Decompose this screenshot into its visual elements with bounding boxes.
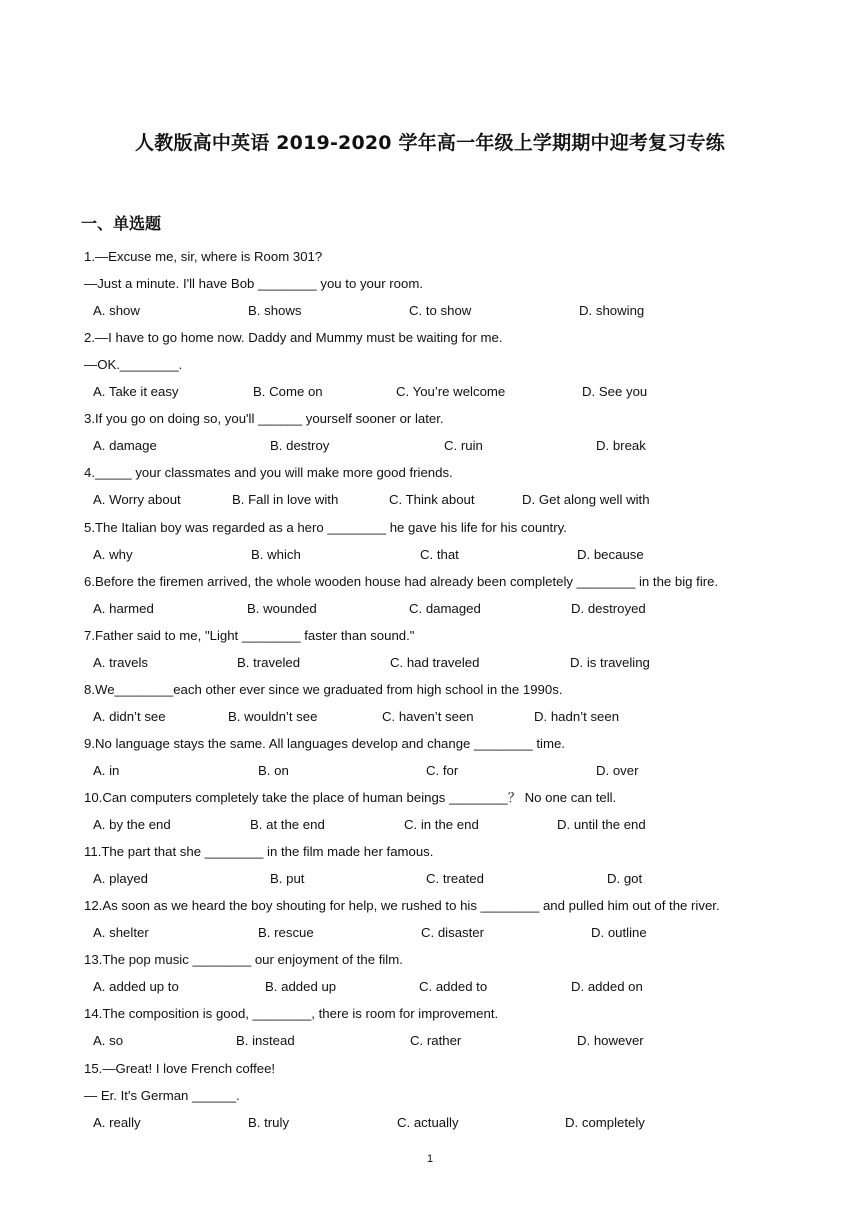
question-stem: 2.—I have to go home now. Daddy and Mummy must be waiting for me. <box>84 330 503 346</box>
answer-options <box>0 601 860 617</box>
option-a[interactable]: A. damage <box>93 438 157 454</box>
option-d[interactable]: D. Get along well with <box>522 492 650 508</box>
option-a[interactable]: A. harmed <box>93 600 154 616</box>
option-d[interactable]: D. break <box>596 438 646 454</box>
option-c[interactable]: C. You’re welcome <box>396 384 506 400</box>
question-stem: 11.The part that she ________ in the film made her famous. <box>84 844 434 860</box>
question-stem: 3.If you go on doing so, you'll ______ yourself sooner or later. <box>84 411 444 427</box>
option-a[interactable]: A. show <box>93 303 140 319</box>
option-c[interactable]: C. that <box>420 546 459 562</box>
answer-options <box>0 979 860 995</box>
option-d[interactable]: D. got <box>607 871 643 887</box>
option-d[interactable]: D. showing <box>579 303 645 319</box>
question-stem: 12.As soon as we heard the boy shouting for help, we rushed to his ________ and pulled him out of the river. <box>84 898 720 914</box>
option-b[interactable]: B. rescue <box>258 925 314 941</box>
option-a[interactable]: A. played <box>93 871 148 887</box>
answer-options <box>0 1033 860 1049</box>
option-b[interactable]: B. on <box>258 762 289 778</box>
section-title: 一、单选题 <box>81 214 162 233</box>
answer-options <box>0 871 860 887</box>
option-d[interactable]: D. completely <box>565 1114 645 1130</box>
option-b[interactable]: B. instead <box>236 1033 295 1049</box>
answer-options <box>0 655 860 671</box>
option-d[interactable]: D. hadn’t seen <box>534 708 620 724</box>
answer-options <box>0 817 860 833</box>
option-a[interactable]: A. travels <box>93 654 148 670</box>
option-d[interactable]: D. See you <box>582 384 648 400</box>
option-c[interactable]: C. had traveled <box>390 654 480 670</box>
option-a[interactable]: A. added up to <box>93 979 179 995</box>
option-c[interactable]: C. added to <box>419 979 488 995</box>
answer-options <box>0 492 860 508</box>
option-d[interactable]: D. destroyed <box>571 600 646 616</box>
option-a[interactable]: A. so <box>93 1033 124 1049</box>
page-number: 1 <box>426 1153 434 1165</box>
answer-options <box>0 438 860 454</box>
option-b[interactable]: B. Come on <box>253 384 323 400</box>
question-stem: 1.—Excuse me, sir, where is Room 301? <box>84 249 323 264</box>
option-b[interactable]: B. shows <box>248 303 302 319</box>
option-a[interactable]: A. really <box>93 1114 141 1130</box>
question-stem: 8.We________each other ever since we graduated from high school in the 1990s. <box>84 681 563 697</box>
option-b[interactable]: B. put <box>270 871 305 887</box>
answer-options <box>0 925 860 941</box>
option-b[interactable]: B. wouldn’t see <box>228 708 318 724</box>
option-b[interactable]: B. Fall in love with <box>232 492 339 508</box>
option-d[interactable]: D. is traveling <box>570 654 650 670</box>
option-c[interactable]: C. disaster <box>421 925 485 941</box>
option-d[interactable]: D. outline <box>591 925 647 941</box>
option-b[interactable]: B. truly <box>248 1114 290 1130</box>
option-b[interactable]: B. which <box>251 546 301 562</box>
question-line: —OK.________. <box>84 357 183 373</box>
option-d[interactable]: D. until the end <box>557 817 646 833</box>
question-line: — Er. It's German ______. <box>84 1087 240 1103</box>
question-stem: 5.The Italian boy was regarded as a hero ________ he gave his life for his country. <box>84 519 567 535</box>
answer-options <box>0 1115 860 1131</box>
option-d[interactable]: D. over <box>596 762 639 778</box>
option-c[interactable]: C. ruin <box>444 438 483 454</box>
question-stem: 13.The pop music ________ our enjoyment of the film. <box>84 952 403 968</box>
option-b[interactable]: B. traveled <box>237 654 301 670</box>
option-c[interactable]: C. for <box>426 762 459 778</box>
option-b[interactable]: B. wounded <box>247 600 317 616</box>
question-stem: 10.Can computers completely take the place of human beings ________？ No one can tell. <box>84 790 617 805</box>
question-stem: 4._____ your classmates and you will make more good friends. <box>84 465 453 481</box>
option-c[interactable]: C. Think about <box>389 492 475 508</box>
document-title: 人教版高中英语 2019-2020 学年高一年级上学期期中迎考复习专练 <box>135 132 725 154</box>
answer-options <box>0 763 860 779</box>
option-b[interactable]: B. destroy <box>270 438 330 454</box>
question-stem: 6.Before the firemen arrived, the whole wooden house had already been completely ________ in the big fire. <box>84 573 719 589</box>
option-c[interactable]: C. to show <box>409 303 472 319</box>
option-a[interactable]: A. why <box>93 546 133 562</box>
option-c[interactable]: C. damaged <box>409 600 481 616</box>
option-a[interactable]: A. Take it easy <box>93 384 179 400</box>
option-d[interactable]: D. however <box>577 1033 644 1049</box>
answer-options <box>0 303 860 319</box>
option-a[interactable]: A. shelter <box>93 925 149 941</box>
answer-options <box>0 709 860 725</box>
option-c[interactable]: C. actually <box>397 1114 459 1130</box>
question-stem: 9.No language stays the same. All languages develop and change ________ time. <box>84 735 565 751</box>
option-b[interactable]: B. at the end <box>250 817 325 833</box>
option-b[interactable]: B. added up <box>265 979 337 995</box>
answer-options <box>0 547 860 563</box>
question-line: —Just a minute. I'll have Bob ________ you to your room. <box>84 276 423 292</box>
option-a[interactable]: A. in <box>93 762 120 778</box>
option-a[interactable]: A. by the end <box>93 817 171 833</box>
option-c[interactable]: C. haven’t seen <box>382 708 474 724</box>
option-c[interactable]: C. rather <box>410 1033 462 1049</box>
answer-options <box>0 384 860 400</box>
question-stem: 7.Father said to me, "Light ________ faster than sound." <box>84 627 415 643</box>
option-d[interactable]: D. added on <box>571 979 643 995</box>
option-d[interactable]: D. because <box>577 546 644 562</box>
question-stem: 15.—Great! I love French coffee! <box>84 1060 276 1076</box>
option-c[interactable]: C. in the end <box>404 817 479 833</box>
option-c[interactable]: C. treated <box>426 871 484 887</box>
question-stem: 14.The composition is good, ________, there is room for improvement. <box>84 1006 499 1022</box>
option-a[interactable]: A. didn’t see <box>93 708 166 724</box>
option-a[interactable]: A. Worry about <box>93 492 181 508</box>
